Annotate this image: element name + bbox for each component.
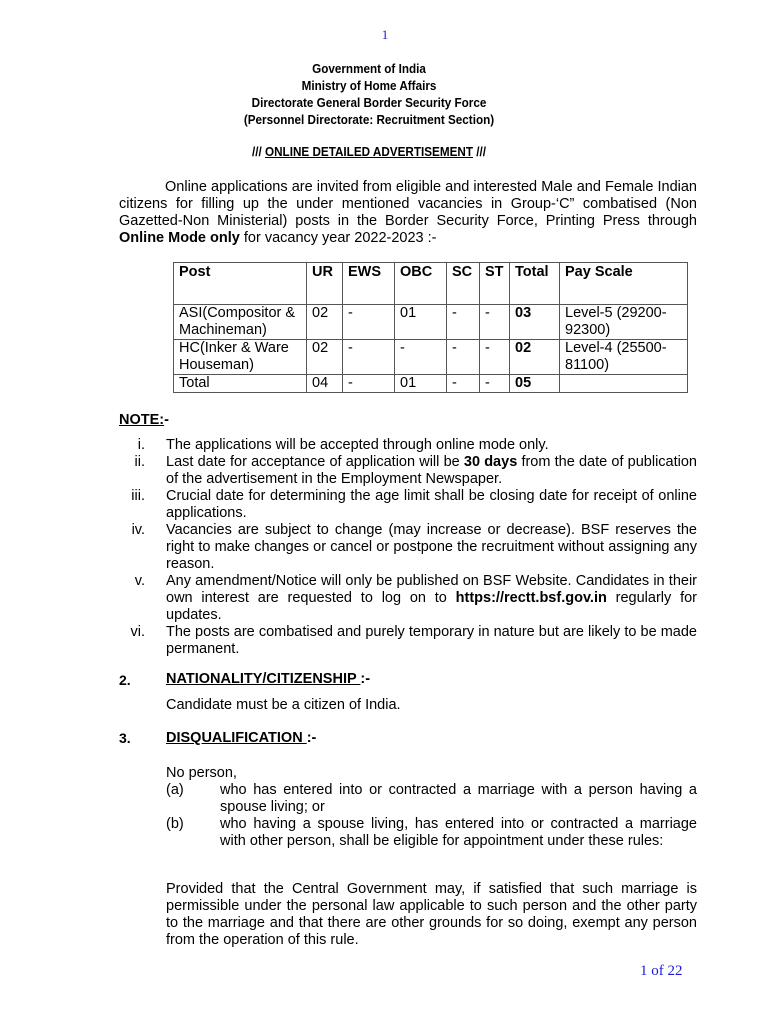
- table-cell: 03: [510, 305, 560, 340]
- list-item-number: iii.: [131, 488, 145, 504]
- table-cell: -: [447, 305, 480, 340]
- header-line-government: Government of India: [312, 61, 426, 76]
- list-item-bold: 30 days: [463, 454, 518, 470]
- section-2-number: 2.: [119, 672, 131, 688]
- section-2-title: [166, 671, 370, 687]
- advertisement-title: [0, 144, 738, 159]
- page-number-bottom: 1 of 22: [640, 963, 683, 979]
- table-header-cell: EWS: [343, 263, 395, 305]
- list-item-text: The posts are combatised and purely temporary in nature but are likely to be made permanent.: [166, 624, 697, 657]
- table-header-cell: UR: [307, 263, 343, 305]
- document-header: [0, 60, 738, 128]
- table-cell: HC(Inker & Ware Houseman): [174, 340, 307, 375]
- intro-bold: Online Mode only: [119, 230, 240, 246]
- table-cell: -: [343, 340, 395, 375]
- section-2-title-suffix: :-: [360, 671, 371, 687]
- list-item-number: ii.: [134, 454, 145, 470]
- vacancy-table: [173, 262, 688, 393]
- table-cell: Level-4 (25500-81100): [560, 340, 688, 375]
- list-item-text: Crucial date for determining the age limit shall be closing date for receipt of online applications.: [166, 488, 697, 521]
- list-item-number: iv.: [131, 522, 145, 538]
- table-header-cell: SC: [447, 263, 480, 305]
- list-item-text: from the date of publication of the advertisement in the Employment Newspaper.: [166, 454, 697, 487]
- table-header-cell: Total: [510, 263, 560, 305]
- table-row: [174, 340, 688, 375]
- table-cell: Total: [174, 375, 307, 393]
- section-2-title-text: NATIONALITY/CITIZENSHIP: [166, 671, 361, 687]
- table-cell: -: [343, 375, 395, 393]
- list-item-text: Last date for acceptance of application will be: [166, 454, 464, 470]
- header-line-section: (Personnel Directorate: Recruitment Section): [243, 112, 495, 127]
- table-header-cell: OBC: [395, 263, 447, 305]
- section-2-text: Candidate must be a citizen of India.: [166, 697, 401, 713]
- website-link-text: https://rectt.bsf.gov.in: [455, 590, 607, 606]
- table-cell: 01: [395, 375, 447, 393]
- table-cell: ASI(Compositor & Machineman): [174, 305, 307, 340]
- note-heading-text: NOTE:: [119, 412, 165, 428]
- table-row: [174, 305, 688, 340]
- list-item-number: vi.: [130, 624, 145, 640]
- table-cell: 02: [510, 340, 560, 375]
- list-item: [119, 437, 697, 454]
- list-item-text: who has entered into or contracted a marriage with a person having a spouse living; or: [220, 782, 697, 815]
- advert-title-text: ONLINE DETAILED ADVERTISEMENT: [264, 144, 474, 159]
- note-list: [119, 437, 697, 658]
- table-cell: 01: [395, 305, 447, 340]
- section-3-proviso: Provided that the Central Government may, if satisfied that such marriage is permissible under the personal law applicable to such person and the other party to the marriage and that there are other grounds for so doing, exempt any person from the operation of this rule.: [166, 881, 697, 948]
- list-item: [119, 454, 697, 488]
- section-3-number: 3.: [119, 730, 131, 746]
- section-3-title: [166, 730, 316, 746]
- table-cell: -: [480, 305, 510, 340]
- table-header-cell: ST: [480, 263, 510, 305]
- table-cell: -: [343, 305, 395, 340]
- list-item-label: (a): [166, 782, 184, 798]
- table-cell: -: [395, 340, 447, 375]
- list-item-text: who having a spouse living, has entered into or contracted a marriage with other person, shall be eligible for appointment under these rules:: [220, 816, 697, 849]
- section-3-body: [166, 765, 697, 850]
- advert-title-suffix: ///: [473, 144, 487, 159]
- list-item-text: regularly for updates.: [166, 590, 697, 623]
- table-cell: -: [480, 375, 510, 393]
- list-item: [119, 573, 697, 624]
- section-3-title-text: DISQUALIFICATION: [166, 730, 307, 746]
- table-header-cell: Post: [174, 263, 307, 305]
- intro-paragraph: [119, 179, 697, 247]
- list-item-text: The applications will be accepted through online mode only.: [166, 437, 549, 453]
- table-header-row: [174, 263, 688, 305]
- table-cell: 02: [307, 305, 343, 340]
- table-header-cell: Pay Scale: [560, 263, 688, 305]
- table-cell: -: [447, 340, 480, 375]
- list-item-number: v.: [134, 573, 145, 589]
- list-item: [119, 624, 697, 658]
- table-cell: 05: [510, 375, 560, 393]
- table-cell: 02: [307, 340, 343, 375]
- table-cell: [560, 375, 688, 393]
- page-number-top: 1: [381, 27, 389, 42]
- note-heading-suffix: -: [164, 412, 169, 428]
- table-cell: -: [480, 340, 510, 375]
- header-line-directorate: Directorate General Border Security Force: [251, 95, 487, 110]
- section-3-title-suffix: :-: [306, 730, 317, 746]
- list-item-text: Any amendment/Notice will only be published on BSF Website. Candidates in their own interest are requested to log on to: [166, 573, 697, 606]
- list-item: [166, 782, 697, 816]
- intro-text-end: for vacancy year 2022-2023 :-: [239, 230, 437, 246]
- table-cell: -: [447, 375, 480, 393]
- advert-title-prefix: ///: [251, 144, 265, 159]
- list-item: [166, 816, 697, 850]
- list-item: [119, 522, 697, 573]
- list-item-text: Vacancies are subject to change (may increase or decrease). BSF reserves the right to make changes or cancel or postpone the recruitment without assigning any reason.: [166, 522, 697, 572]
- list-item: [119, 488, 697, 522]
- note-heading: [119, 412, 169, 428]
- table-row: [174, 375, 688, 393]
- intro-text: Online applications are invited from eligible and interested Male and Female Indian citizens for filling up the under mentioned vacancies in Group-‘C” combatised (Non Gazetted-Non Ministerial) posts in the Border Security Force, Printing Press through: [119, 179, 697, 229]
- section-3-lead: No person,: [166, 765, 237, 781]
- list-item-number: i.: [137, 437, 145, 453]
- table-cell: 04: [307, 375, 343, 393]
- list-item-label: (b): [166, 816, 184, 832]
- table-cell: Level-5 (29200-92300): [560, 305, 688, 340]
- header-line-ministry: Ministry of Home Affairs: [301, 78, 437, 93]
